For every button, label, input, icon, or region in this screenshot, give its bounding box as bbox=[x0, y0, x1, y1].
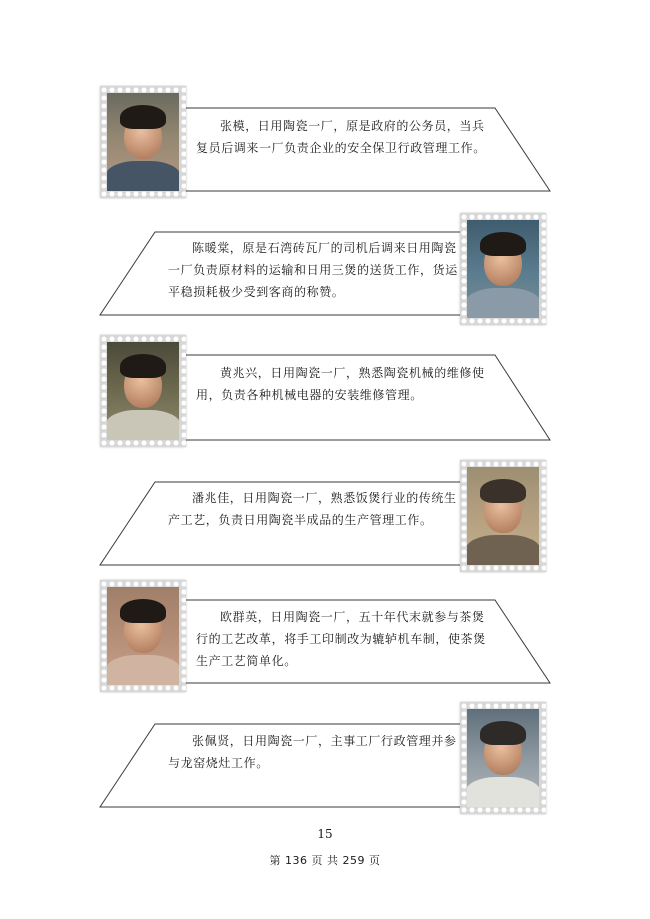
portrait-stamp bbox=[100, 86, 186, 198]
entry-5 bbox=[0, 578, 650, 700]
portrait-photo bbox=[467, 709, 539, 807]
entry-2 bbox=[0, 210, 650, 332]
entry-description: 张模，日用陶瓷一厂，原是政府的公务员，当兵复员后调来一厂负责企业的安全保卫行政管理工作。 bbox=[196, 119, 486, 155]
entry-4 bbox=[0, 460, 650, 582]
entry-6 bbox=[0, 700, 650, 822]
portrait-stamp bbox=[460, 213, 546, 325]
portrait-stamp bbox=[460, 702, 546, 814]
portrait-stamp bbox=[460, 460, 546, 572]
entry-description: 欧群英，日用陶瓷一厂，五十年代末就参与茶煲行的工艺改革，将手工印制改为辘轳机车制，使茶煲生产工艺简单化。 bbox=[196, 610, 486, 668]
portrait-photo bbox=[467, 220, 539, 318]
entry-description: 潘兆佳，日用陶瓷一厂，熟悉饭煲行业的传统生产工艺，负责日用陶瓷半成品的生产管理工作。 bbox=[168, 491, 457, 527]
portrait-photo bbox=[107, 93, 179, 191]
page-info: 第 136 页 共 259 页 bbox=[269, 854, 381, 867]
portrait-stamp bbox=[100, 335, 186, 447]
portrait-stamp bbox=[100, 580, 186, 692]
page-number: 15 bbox=[317, 827, 333, 841]
entry-description: 张佩贤，日用陶瓷一厂，主事工厂行政管理并参与龙窑烧灶工作。 bbox=[168, 734, 457, 770]
portrait-photo bbox=[107, 587, 179, 685]
portrait-photo bbox=[107, 342, 179, 440]
entry-3 bbox=[0, 335, 650, 457]
entry-description: 陈暖棠，原是石湾砖瓦厂的司机后调来日用陶瓷一厂负责原材料的运输和日用三煲的送货工作，货运平稳损耗极少受到客商的称赞。 bbox=[168, 241, 458, 299]
entry-description: 黄兆兴，日用陶瓷一厂，熟悉陶瓷机械的维修使用，负责各种机械电器的安装维修管理。 bbox=[196, 366, 485, 402]
portrait-photo bbox=[467, 467, 539, 565]
entry-1 bbox=[0, 86, 650, 208]
